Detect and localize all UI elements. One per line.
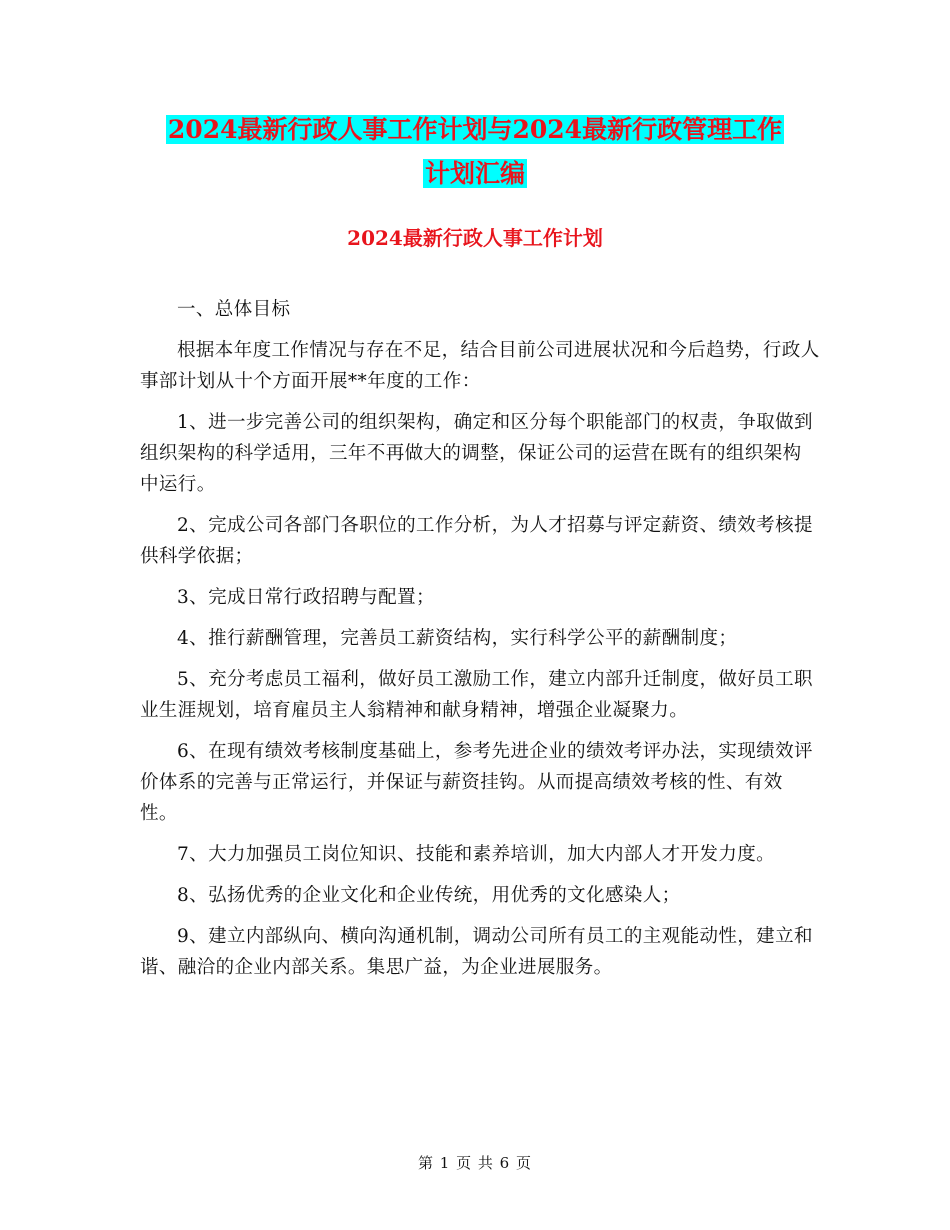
paragraph-item-5: 5、充分考虑员工福利，做好员工激励工作，建立内部升迁制度，做好员工职业生涯规划，培育雇员主人翁精神和献身精神，增强企业凝聚力。	[140, 669, 813, 721]
paragraph-item-1: 1、进一步完善公司的组织架构，确定和区分每个职能部门的权责，争取做到组织架构的科学适用，三年不再做大的调整，保证公司的运营在既有的组织架构中运行。	[140, 412, 813, 495]
page-footer: 第 1 页 共 6 页	[418, 1154, 532, 1172]
paragraph-item-3: 3、完成日常行政招聘与配置；	[177, 587, 435, 608]
document-body	[140, 294, 820, 993]
paragraph: 根据本年度工作情况与存在不足，结合目前公司进展状况和今后趋势，行政人事部计划从十个方面开展**年度的工作：	[140, 340, 820, 392]
paragraph-item-9: 9、建立内部纵向、横向沟通机制，调动公司所有员工的主观能动性，建立和谐、融洽的企业内部关系。集思广益，为企业进展服务。	[140, 926, 813, 978]
paragraph-heading: 一、总体目标	[177, 299, 291, 320]
document-title-line2: 计划汇编	[424, 159, 525, 188]
paragraph-item-7: 7、大力加强员工岗位知识、技能和素养培训，加大内部人才开发力度。	[177, 844, 776, 865]
document-title	[0, 108, 950, 196]
paragraph-item-8: 8、弘扬优秀的企业文化和企业传统，用优秀的文化感染人；	[177, 885, 681, 906]
section-title: 2024最新行政人事工作计划	[347, 226, 603, 250]
document-title-line1: 2024最新行政人事工作计划与2024最新行政管理工作	[167, 115, 783, 144]
paragraph-item-4: 4、推行薪酬管理，完善员工薪资结构，实行科学公平的薪酬制度；	[177, 628, 738, 649]
paragraph-item-2: 2、完成公司各部门各职位的工作分析，为人才招募与评定薪资、绩效考核提供科学依据；	[140, 515, 813, 567]
paragraph-item-6: 6、在现有绩效考核制度基础上，参考先进企业的绩效考评办法，实现绩效评价体系的完善与正常运行，并保证与薪资挂钩。从而提高绩效考核的性、有效性。	[140, 741, 813, 824]
